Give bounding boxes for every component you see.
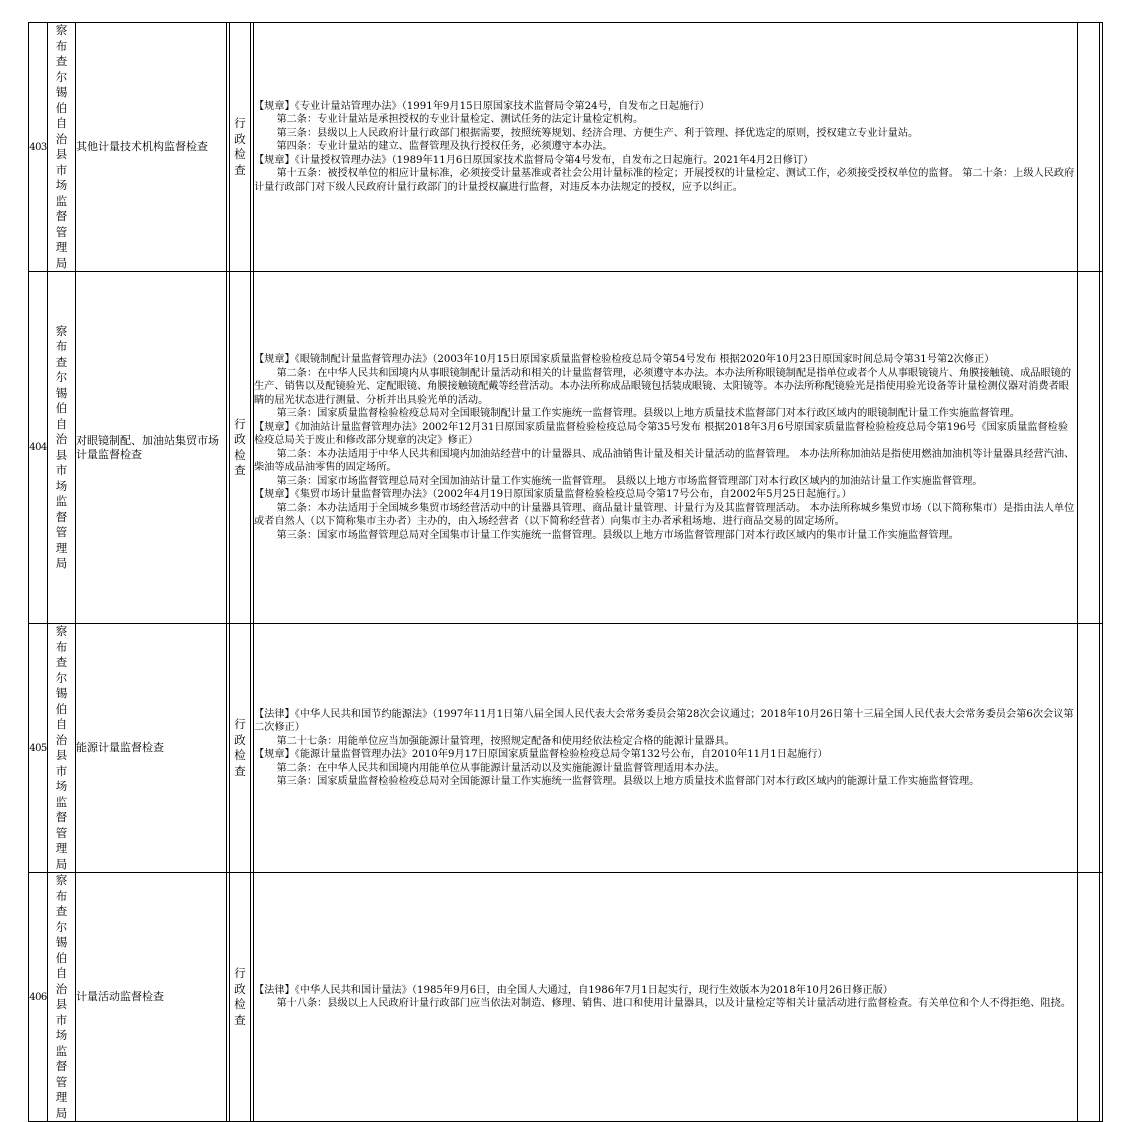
legal-basis bbox=[254, 272, 1078, 624]
basis-paragraph: 【规章】《专业计量站管理办法》（1991年9月15日原国家技术监督局令第24号，自发布之日起施行） bbox=[254, 100, 710, 112]
basis-paragraph: 【规章】《加油站计量监督管理办法》2002年12月31日原国家质量监督检验检疫总局令第35号发布 根据2018年3月6号原国家质量监督检验检疫总局令第196号《国家质量监督检验检疫总局关于废止和修改部分规章的决定》修正） bbox=[254, 421, 1069, 446]
row-index: 403 bbox=[29, 23, 48, 272]
basis-paragraph: 第十五条：被授权单位的相应计量标准，必须接受计量基准或者社会公用计量标准的检定；开展授权的计量检定、测试工作，必须接受授权单位的监督。 第二十条：上级人民政府计量行政部门对下级人民政府计量行政部门的计量授权赢进行监督，对违反本办法规定的授权，应予以纠正。 bbox=[254, 168, 1075, 193]
basis-paragraph: 第三条：国家质量监督检验检疫总局对全国能源计量工作实施统一监督管理。县级以上地方质量技术监督部门对本行政区域内的能源计量工作实施监督管理。 bbox=[276, 776, 980, 787]
legal-basis bbox=[254, 873, 1078, 1122]
basis-paragraph: 第四条：专业计量站的建立、监督管理及执行授权任务，必须遵守本办法。 bbox=[276, 141, 613, 153]
table-row bbox=[29, 23, 1103, 272]
department-name: 察布查尔锡伯自治县市场监督管理局 bbox=[55, 873, 68, 1120]
inspection-type: 行政检查 bbox=[234, 416, 246, 477]
table-row bbox=[29, 272, 1103, 624]
basis-paragraph: 第三条：国家市场监督管理总局对全国加油站计量工作实施统一监督管理。 县级以上地方市场监督管理部门对本行政区域内的加油站计量工作实施监督管理。 bbox=[276, 475, 983, 487]
basis-paragraph: 【法律】《中华人民共和国节约能源法》（1997年11月1日第八届全国人民代表大会常务委员会第28次会议通过；2018年10月26日第十三届全国人民代表大会常务委员会第6次会议第二次修正） bbox=[254, 708, 1074, 733]
basis-paragraph: 第二条：在中华人民共和国境内用能单位从事能源计量活动以及实施能源计量监督管理适用本办法。 bbox=[276, 762, 725, 774]
basis-paragraph: 【规章】《眼镜制配计量监督管理办法》（2003年10月15日原国家质量监督检验检疫总局令第54号发布 根据2020年10月23日原国家时间总局令第31号第2次修正） bbox=[254, 354, 995, 365]
regulation-table bbox=[28, 22, 1103, 1122]
basis-paragraph: 第二条：专业计量站是承担授权的专业计量检定、测试任务的法定计量检定机构。 bbox=[276, 114, 644, 126]
legal-basis bbox=[254, 23, 1078, 272]
basis-paragraph: 第十八条：县级以上人民政府计量行政部门应当依法对制造、修理、销售、进口和使用计量器具，以及计量检定等相关计量活动进行监督检查。有关单位和个人不得拒绝、阻挠。 bbox=[276, 998, 1072, 1009]
department-name: 察布查尔锡伯自治县市场监督管理局 bbox=[55, 624, 68, 871]
basis-paragraph: 第三条：县级以上人民政府计量行政部门根据需要，按照统筹规划、经济合理、方便生产、利于管理、择优选定的原则，授权建立专业计量站。 bbox=[276, 127, 919, 139]
table-row bbox=[29, 873, 1103, 1122]
basis-paragraph: 【规章】《集贸市场计量监督管理办法》（2002年4月19日原国家质量监督检验检疫总局令第17号公布，自2002年5月25日起施行。） bbox=[254, 489, 852, 500]
basis-paragraph: 第二条：在中华人民共和国境内从事眼镜制配计量活动和相关的计量监督管理，必须遵守本办法。本办法所称眼镜制配是指单位或者个人从事眼镜镜片、角膜接触镜、成品眼镜的生产、销售以及配镜验光、定配眼镜、角膜接触镜配戴等经营活动。本办法所称成品眼镜包括装成眼镜、太阳镜等。本办法所称配镜验光是指使用验光设备等计量检测仪器对消费者眼睛的屈光状态进行测量、分析并出具验光单的活动。 bbox=[254, 367, 1072, 406]
inspection-item: 对眼镜制配、加油站集贸市场计量监督检查 bbox=[76, 272, 227, 624]
inspection-item: 能源计量监督检查 bbox=[76, 624, 227, 873]
basis-paragraph: 【规章】《能源计量监督管理办法》2010年9月17日原国家质量监督检验检疫总局令第132号公布，自2010年11月1日起施行） bbox=[254, 749, 828, 760]
basis-paragraph: 第三条：国家市场监督管理总局对全国集市计量工作实施统一监督管理。县级以上地方市场监督管理部门对本行政区域内的集市计量工作实施监督管理。 bbox=[276, 529, 959, 541]
inspection-type: 行政检查 bbox=[234, 717, 246, 778]
row-index: 406 bbox=[29, 873, 48, 1122]
basis-paragraph: 【规章】《计量授权管理办法》（1989年11月6日原国家技术监督局令第4号发布，自发布之日起施行。2021年4月2日修订） bbox=[254, 154, 814, 166]
inspection-item: 其他计量技术机构监督检查 bbox=[76, 23, 227, 272]
inspection-type: 行政检查 bbox=[234, 116, 246, 177]
basis-paragraph: 【法律】《中华人民共和国计量法》（1985年9月6日，由全国人大通过，自1986年7月1日起实行，现行生效版本为2018年10月26日修正版） bbox=[254, 984, 893, 996]
table-row bbox=[29, 624, 1103, 873]
legal-basis bbox=[254, 624, 1078, 873]
row-index: 405 bbox=[29, 624, 48, 873]
inspection-item: 计量活动监督检查 bbox=[76, 873, 227, 1122]
basis-paragraph: 第三条：国家质量监督检验检疫总局对全国眼镜制配计量工作实施统一监督管理。县级以上地方质量技术监督部门对本行政区域内的眼镜制配计量工作实施监督管理。 bbox=[276, 408, 1021, 419]
row-index: 404 bbox=[29, 272, 48, 624]
basis-paragraph: 第二十七条：用能单位应当加强能源计量管理，按照规定配备和使用经依法检定合格的能源计量器具。 bbox=[276, 735, 735, 747]
basis-paragraph: 第二条：本办法适用于全国城乡集贸市场经营活动中的计量器具管理、商品量计量管理、计量行为及其监督管理活动。 本办法所称城乡集贸市场（以下简称集市）是指由法人单位或者自然人（以下简称集市主办者）主办的，由入场经营者（以下简称经营者）向集市主办者承租场地、进行商品交易的固定场所。 bbox=[254, 502, 1075, 527]
department-name: 察布查尔锡伯自治县市场监督管理局 bbox=[55, 23, 68, 270]
inspection-type: 行政检查 bbox=[234, 966, 246, 1027]
department-name: 察布查尔锡伯自治县市场监督管理局 bbox=[55, 323, 68, 570]
basis-paragraph: 第二条：本办法适用于中华人民共和国境内加油站经营中的计量器具、成品油销售计量及相关计量活动的监督管理。 本办法所称加油站是指使用燃油加油机等计量器具经营汽油、柴油等成品油零售的固定场所。 bbox=[254, 448, 1075, 473]
